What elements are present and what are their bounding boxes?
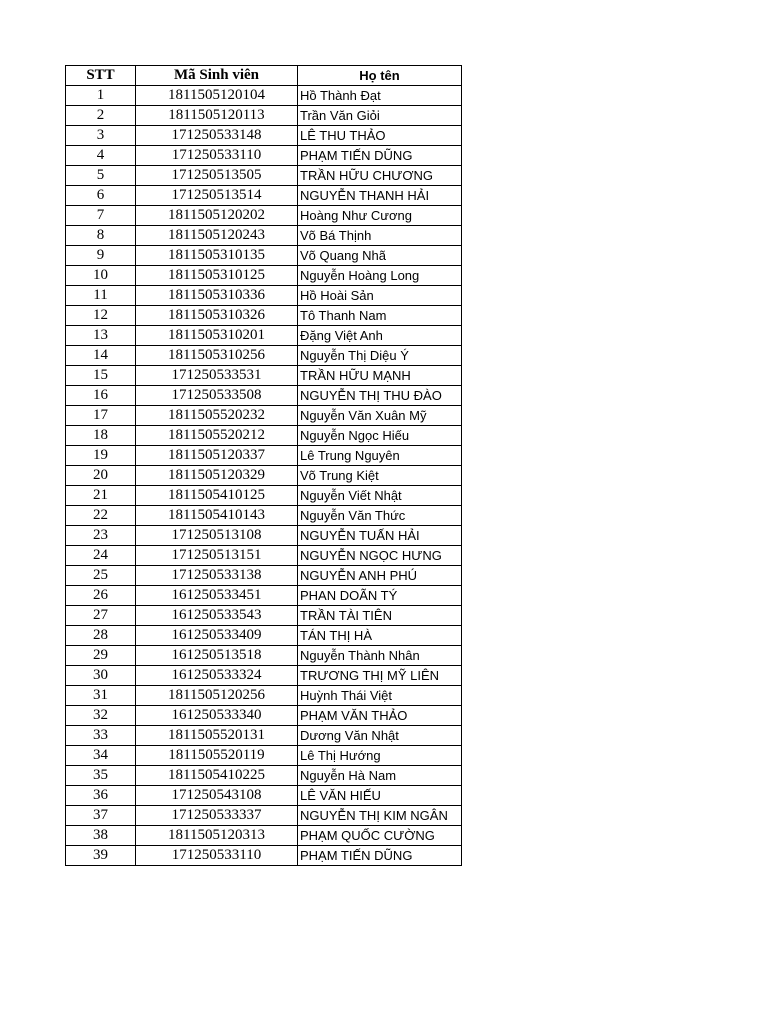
table-body xyxy=(66,86,462,866)
full-name-cell: Nguyễn Văn Thức xyxy=(298,506,462,526)
table-row xyxy=(66,446,462,466)
full-name-cell: PHẠM VĂN THẢO xyxy=(298,706,462,726)
student-id-cell: 171250513514 xyxy=(136,186,298,206)
student-id-cell: 161250513518 xyxy=(136,646,298,666)
student-id-cell: 171250533337 xyxy=(136,806,298,826)
table-row xyxy=(66,726,462,746)
header-row xyxy=(66,66,462,86)
column-header-student-id: Mã Sinh viên xyxy=(136,66,298,86)
row-number-cell: 20 xyxy=(66,466,136,486)
student-id-cell: 1811505120202 xyxy=(136,206,298,226)
row-number-cell: 34 xyxy=(66,746,136,766)
column-header-full-name: Họ tên xyxy=(298,66,462,86)
row-number-cell: 19 xyxy=(66,446,136,466)
full-name-cell: Nguyễn Văn Xuân Mỹ xyxy=(298,406,462,426)
row-number-cell: 37 xyxy=(66,806,136,826)
table-row xyxy=(66,166,462,186)
full-name-cell: TÁN THỊ HÀ xyxy=(298,626,462,646)
student-id-cell: 171250533148 xyxy=(136,126,298,146)
student-id-cell: 161250533409 xyxy=(136,626,298,646)
full-name-cell: NGUYỄN THỊ THU ĐÀO xyxy=(298,386,462,406)
student-id-cell: 1811505410143 xyxy=(136,506,298,526)
full-name-cell: PHẠM TIẾN DŨNG xyxy=(298,146,462,166)
row-number-cell: 35 xyxy=(66,766,136,786)
full-name-cell: Đặng Việt Anh xyxy=(298,326,462,346)
student-id-cell: 171250533531 xyxy=(136,366,298,386)
full-name-cell: TRẦN HỮU CHƯƠNG xyxy=(298,166,462,186)
full-name-cell: Nguyễn Thành Nhân xyxy=(298,646,462,666)
table-row xyxy=(66,786,462,806)
row-number-cell: 13 xyxy=(66,326,136,346)
row-number-cell: 29 xyxy=(66,646,136,666)
table-row xyxy=(66,366,462,386)
student-id-cell: 1811505310326 xyxy=(136,306,298,326)
student-id-cell: 171250513505 xyxy=(136,166,298,186)
row-number-cell: 27 xyxy=(66,606,136,626)
full-name-cell: Nguyễn Viết Nhật xyxy=(298,486,462,506)
row-number-cell: 7 xyxy=(66,206,136,226)
row-number-cell: 32 xyxy=(66,706,136,726)
table-row xyxy=(66,526,462,546)
full-name-cell: NGUYỄN THANH HẢI xyxy=(298,186,462,206)
student-list-table xyxy=(65,65,462,866)
row-number-cell: 39 xyxy=(66,846,136,866)
row-number-cell: 23 xyxy=(66,526,136,546)
row-number-cell: 26 xyxy=(66,586,136,606)
row-number-cell: 2 xyxy=(66,106,136,126)
student-id-cell: 171250513108 xyxy=(136,526,298,546)
full-name-cell: Nguyễn Hà Nam xyxy=(298,766,462,786)
student-id-cell: 1811505120104 xyxy=(136,86,298,106)
table-row xyxy=(66,126,462,146)
table-row xyxy=(66,186,462,206)
student-id-cell: 1811505120256 xyxy=(136,686,298,706)
row-number-cell: 5 xyxy=(66,166,136,186)
table-row xyxy=(66,506,462,526)
full-name-cell: NGUYỄN ANH PHÚ xyxy=(298,566,462,586)
table-row xyxy=(66,86,462,106)
row-number-cell: 9 xyxy=(66,246,136,266)
table-row xyxy=(66,826,462,846)
full-name-cell: PHẠM TIẾN DŨNG xyxy=(298,846,462,866)
student-id-cell: 1811505310125 xyxy=(136,266,298,286)
full-name-cell: TRẦN TÀI TIÊN xyxy=(298,606,462,626)
full-name-cell: LÊ THU THẢO xyxy=(298,126,462,146)
full-name-cell: Lê Trung Nguyên xyxy=(298,446,462,466)
table-row xyxy=(66,326,462,346)
table-row xyxy=(66,486,462,506)
full-name-cell: Trần Văn Giỏi xyxy=(298,106,462,126)
full-name-cell: LÊ VĂN HIẾU xyxy=(298,786,462,806)
student-id-cell: 1811505120243 xyxy=(136,226,298,246)
student-id-cell: 1811505520131 xyxy=(136,726,298,746)
full-name-cell: PHAN DOÃN TÝ xyxy=(298,586,462,606)
row-number-cell: 14 xyxy=(66,346,136,366)
student-id-cell: 161250533340 xyxy=(136,706,298,726)
row-number-cell: 18 xyxy=(66,426,136,446)
row-number-cell: 22 xyxy=(66,506,136,526)
full-name-cell: NGUYỄN NGỌC HƯNG xyxy=(298,546,462,566)
student-id-cell: 1811505310256 xyxy=(136,346,298,366)
table-row xyxy=(66,206,462,226)
student-id-cell: 1811505310201 xyxy=(136,326,298,346)
student-id-cell: 161250533451 xyxy=(136,586,298,606)
full-name-cell: Huỳnh Thái Việt xyxy=(298,686,462,706)
full-name-cell: Lê Thị Hướng xyxy=(298,746,462,766)
row-number-cell: 8 xyxy=(66,226,136,246)
student-id-cell: 161250533324 xyxy=(136,666,298,686)
table-row xyxy=(66,806,462,826)
row-number-cell: 25 xyxy=(66,566,136,586)
table-row xyxy=(66,146,462,166)
full-name-cell: TRẦN HỮU MẠNH xyxy=(298,366,462,386)
full-name-cell: Hồ Thành Đạt xyxy=(298,86,462,106)
full-name-cell: Hồ Hoài Sản xyxy=(298,286,462,306)
table-row xyxy=(66,666,462,686)
full-name-cell: Dương Văn Nhật xyxy=(298,726,462,746)
row-number-cell: 11 xyxy=(66,286,136,306)
row-number-cell: 1 xyxy=(66,86,136,106)
student-id-cell: 171250513151 xyxy=(136,546,298,566)
student-id-cell: 171250533110 xyxy=(136,146,298,166)
table-row xyxy=(66,546,462,566)
table-row xyxy=(66,686,462,706)
full-name-cell: Nguyễn Hoàng Long xyxy=(298,266,462,286)
table-row xyxy=(66,286,462,306)
student-id-cell: 1811505520212 xyxy=(136,426,298,446)
row-number-cell: 33 xyxy=(66,726,136,746)
table-header xyxy=(66,66,462,86)
table-row xyxy=(66,626,462,646)
student-id-cell: 1811505410125 xyxy=(136,486,298,506)
full-name-cell: PHẠM QUỐC CƯỜNG xyxy=(298,826,462,846)
table-row xyxy=(66,306,462,326)
row-number-cell: 3 xyxy=(66,126,136,146)
student-id-cell: 1811505310135 xyxy=(136,246,298,266)
full-name-cell: Võ Trung Kiệt xyxy=(298,466,462,486)
row-number-cell: 24 xyxy=(66,546,136,566)
student-id-cell: 1811505120337 xyxy=(136,446,298,466)
row-number-cell: 30 xyxy=(66,666,136,686)
row-number-cell: 16 xyxy=(66,386,136,406)
student-id-cell: 1811505310336 xyxy=(136,286,298,306)
table-row xyxy=(66,586,462,606)
row-number-cell: 17 xyxy=(66,406,136,426)
table-row xyxy=(66,226,462,246)
full-name-cell: Nguyễn Ngọc Hiếu xyxy=(298,426,462,446)
full-name-cell: Võ Bá Thịnh xyxy=(298,226,462,246)
column-header-stt: STT xyxy=(66,66,136,86)
student-id-cell: 1811505120329 xyxy=(136,466,298,486)
table-row xyxy=(66,246,462,266)
row-number-cell: 4 xyxy=(66,146,136,166)
table-row xyxy=(66,746,462,766)
student-id-cell: 171250533508 xyxy=(136,386,298,406)
row-number-cell: 10 xyxy=(66,266,136,286)
table-row xyxy=(66,466,462,486)
full-name-cell: TRƯƠNG THỊ MỸ LIÊN xyxy=(298,666,462,686)
full-name-cell: NGUYỄN THỊ KIM NGÂN xyxy=(298,806,462,826)
table-row xyxy=(66,606,462,626)
table-row xyxy=(66,646,462,666)
table-row xyxy=(66,566,462,586)
row-number-cell: 36 xyxy=(66,786,136,806)
row-number-cell: 6 xyxy=(66,186,136,206)
full-name-cell: NGUYỄN TUẤN HẢI xyxy=(298,526,462,546)
full-name-cell: Nguyễn Thị Diệu Ý xyxy=(298,346,462,366)
full-name-cell: Tô Thanh Nam xyxy=(298,306,462,326)
student-id-cell: 1811505120313 xyxy=(136,826,298,846)
student-id-cell: 1811505520119 xyxy=(136,746,298,766)
table-row xyxy=(66,386,462,406)
row-number-cell: 21 xyxy=(66,486,136,506)
full-name-cell: Võ Quang Nhã xyxy=(298,246,462,266)
table-row xyxy=(66,266,462,286)
full-name-cell: Hoàng Như Cương xyxy=(298,206,462,226)
table-row xyxy=(66,106,462,126)
table-row xyxy=(66,706,462,726)
table-row xyxy=(66,346,462,366)
table-row xyxy=(66,766,462,786)
row-number-cell: 31 xyxy=(66,686,136,706)
student-id-cell: 171250533110 xyxy=(136,846,298,866)
student-id-cell: 161250533543 xyxy=(136,606,298,626)
table-row xyxy=(66,846,462,866)
student-id-cell: 1811505520232 xyxy=(136,406,298,426)
row-number-cell: 12 xyxy=(66,306,136,326)
table-row xyxy=(66,426,462,446)
student-id-cell: 1811505120113 xyxy=(136,106,298,126)
student-id-cell: 1811505410225 xyxy=(136,766,298,786)
row-number-cell: 38 xyxy=(66,826,136,846)
student-id-cell: 171250533138 xyxy=(136,566,298,586)
table-row xyxy=(66,406,462,426)
row-number-cell: 15 xyxy=(66,366,136,386)
row-number-cell: 28 xyxy=(66,626,136,646)
student-id-cell: 171250543108 xyxy=(136,786,298,806)
